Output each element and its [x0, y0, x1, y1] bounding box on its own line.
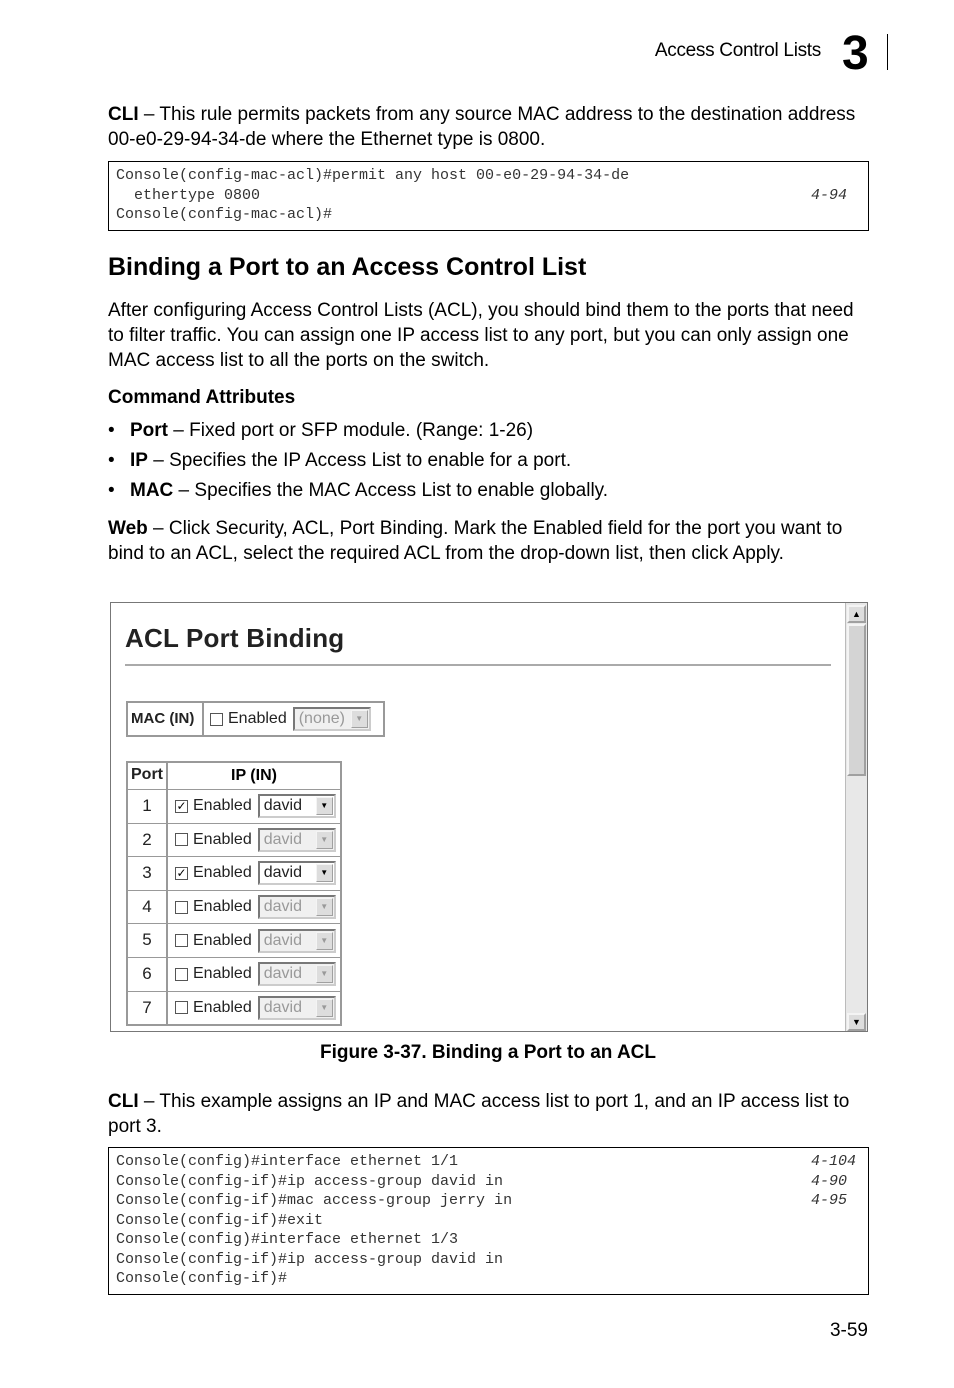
chevron-down-icon: ▼ [316, 797, 333, 815]
code-line [116, 1230, 861, 1250]
code-page-ref: 4-90 [811, 1172, 848, 1190]
header-rule [887, 34, 888, 70]
ip-binding-cell [168, 924, 340, 957]
select-value: david [263, 830, 302, 848]
attribute-term: Port [130, 420, 168, 441]
code-line [116, 186, 861, 206]
enabled-label: Enabled [193, 864, 252, 882]
chevron-down-icon: ▼ [316, 932, 333, 950]
web-instructions [108, 516, 868, 566]
code-text: ethertype 0800 [116, 186, 261, 204]
mac-enabled-checkbox[interactable] [210, 713, 223, 726]
scroll-down-icon[interactable]: ▼ [847, 1013, 866, 1031]
table-header-row [128, 763, 340, 789]
enabled-label: Enabled [193, 931, 252, 949]
select-value: (none) [298, 710, 345, 727]
code-line [116, 166, 861, 186]
section-heading: Binding a Port to an Access Control List [108, 253, 587, 281]
section-body: After configuring Access Control Lists (ACL), you should bind them to the ports that need to filter traffic. You can assign one IP access list to any port, but you can only assign one MAC access list to all the ports on the switch. [108, 300, 854, 371]
code-text: Console(config-if)#ip access-group david in [116, 1172, 504, 1190]
ip-acl-select[interactable] [258, 828, 336, 852]
chevron-down-icon: ▼ [316, 831, 333, 849]
code-line [116, 1269, 861, 1289]
ip-binding-cell [168, 958, 340, 991]
ip-acl-select[interactable] [258, 929, 336, 953]
attribute-desc: – Specifies the IP Access List to enable for a port. [147, 450, 572, 471]
scroll-up-icon[interactable]: ▲ [847, 605, 866, 623]
code-text: Console(config-mac-acl)# [116, 206, 333, 223]
ip-enabled-checkbox[interactable] [175, 833, 188, 846]
port-number: 7 [128, 992, 168, 1025]
chevron-down-icon: ▼ [316, 999, 333, 1017]
table-row [128, 823, 340, 857]
code-block-interface [108, 1147, 869, 1295]
code-text: Console(config-if)#ip access-group david in [116, 1250, 504, 1268]
code-page-ref: 4-104 [811, 1153, 857, 1170]
intro-cli-lead: CLI [108, 104, 139, 125]
ip-column-header: IP (IN) [231, 767, 277, 784]
code-line [116, 1172, 861, 1192]
code-line [116, 1152, 861, 1172]
example-cli-lead: CLI [108, 1091, 139, 1112]
select-value: david [263, 898, 302, 916]
example-cli-text: – This example assigns an IP and MAC access list to port 1, and an IP access list to port 3. [108, 1091, 850, 1137]
code-line [116, 1191, 861, 1211]
code-line [116, 205, 861, 225]
enabled-label: Enabled [193, 998, 252, 1016]
scrollbar-thumb[interactable] [847, 624, 866, 776]
select-value: david [263, 931, 302, 949]
ip-acl-select[interactable] [258, 962, 336, 986]
code-line [116, 1250, 861, 1270]
port-number: 6 [128, 958, 168, 991]
port-binding-table [126, 761, 342, 1026]
ip-acl-select[interactable] [258, 895, 336, 919]
page-number: 3-59 [829, 1320, 868, 1341]
intro-cli-text: – This rule permits packets from any source MAC address to the destination address 00-e0-29-94-34-de where the Ethernet type is 0800. [108, 104, 856, 150]
figure-caption: Figure 3-37. Binding a Port to an ACL [319, 1042, 657, 1063]
web-lead: Web [108, 518, 148, 539]
ip-binding-cell [168, 891, 340, 924]
port-column-header: Port [128, 763, 168, 789]
mac-label: MAC (IN) [128, 703, 204, 735]
port-number: 2 [128, 824, 168, 857]
mac-acl-select[interactable] [293, 707, 371, 731]
attributes-heading: Command Attributes [108, 387, 296, 408]
list-item [108, 448, 868, 478]
ip-enabled-checkbox[interactable]: ✓ [176, 798, 187, 813]
running-header-title: Access Control Lists [654, 40, 821, 61]
chevron-down-icon: ▼ [316, 898, 333, 916]
web-text: – Click Security, ACL, Port Binding. Mark the Enabled field for the port you want to bind to an ACL, select the required ACL from the drop-down list, then click Apply. [108, 518, 843, 564]
chevron-down-icon: ▼ [351, 710, 368, 728]
select-value: david [263, 998, 302, 1016]
list-item [108, 418, 868, 448]
port-number: 5 [128, 924, 168, 957]
chevron-down-icon: ▼ [316, 864, 333, 882]
table-row [128, 856, 340, 890]
code-text: Console(config-mac-acl)#permit any host 00-e0-29-94-34-de [116, 167, 630, 184]
ip-acl-select[interactable] [258, 861, 336, 885]
table-row [128, 923, 340, 957]
attribute-desc: – Specifies the MAC Access List to enable globally. [173, 480, 609, 501]
screen-title: ACL Port Binding [125, 623, 345, 653]
code-text: Console(config-if)#exit [116, 1211, 324, 1229]
code-page-ref: 4-95 [811, 1192, 848, 1209]
code-text: Console(config)#interface ethernet 1/1 [116, 1153, 459, 1170]
select-value: david [263, 864, 302, 882]
chevron-down-icon: ▼ [316, 965, 333, 983]
enabled-label: Enabled [228, 710, 287, 727]
ip-binding-cell [168, 857, 340, 890]
enabled-label: Enabled [193, 898, 252, 916]
ip-binding-cell [168, 824, 340, 857]
attributes-list [108, 418, 868, 508]
ip-enabled-checkbox[interactable]: ✓ [176, 865, 187, 880]
title-divider [125, 664, 831, 666]
code-line [116, 1211, 861, 1231]
enabled-label: Enabled [193, 965, 252, 983]
ip-binding-cell [168, 790, 340, 823]
attribute-term: IP [130, 450, 148, 471]
code-text: Console(config-if)#mac access-group jerry in [116, 1192, 513, 1209]
ip-acl-select[interactable] [258, 996, 336, 1020]
acl-port-binding-screenshot [110, 602, 868, 1032]
table-row [128, 957, 340, 991]
table-row [128, 789, 340, 823]
code-text: Console(config)#interface ethernet 1/3 [116, 1231, 459, 1248]
ip-enabled-checkbox[interactable] [175, 901, 188, 914]
table-row [128, 890, 340, 924]
ip-enabled-checkbox[interactable] [175, 1001, 188, 1014]
chapter-number: 3 [842, 27, 869, 80]
example-cli-paragraph [108, 1089, 868, 1139]
port-number: 3 [128, 857, 168, 890]
enabled-label: Enabled [193, 830, 252, 848]
attribute-desc: – Fixed port or SFP module. (Range: 1-26) [168, 420, 534, 441]
ip-enabled-checkbox[interactable] [175, 934, 188, 947]
code-page-ref: 4-94 [811, 186, 848, 204]
code-text: Console(config-if)# [116, 1270, 288, 1287]
select-value: david [263, 965, 302, 983]
select-value: david [263, 797, 302, 815]
table-row [128, 991, 340, 1025]
ip-binding-cell [168, 992, 340, 1025]
vertical-scrollbar[interactable] [845, 603, 867, 1032]
list-item [108, 478, 868, 508]
attribute-term: MAC [130, 480, 174, 501]
ip-enabled-checkbox[interactable] [175, 968, 188, 981]
mac-value-cell [204, 703, 383, 735]
mac-binding-table [126, 701, 385, 737]
enabled-label: Enabled [193, 797, 252, 815]
port-number: 1 [128, 790, 168, 823]
intro-cli-paragraph [108, 102, 868, 152]
code-block-mac-acl [108, 161, 869, 231]
ip-acl-select[interactable] [258, 794, 336, 818]
port-number: 4 [128, 891, 168, 924]
